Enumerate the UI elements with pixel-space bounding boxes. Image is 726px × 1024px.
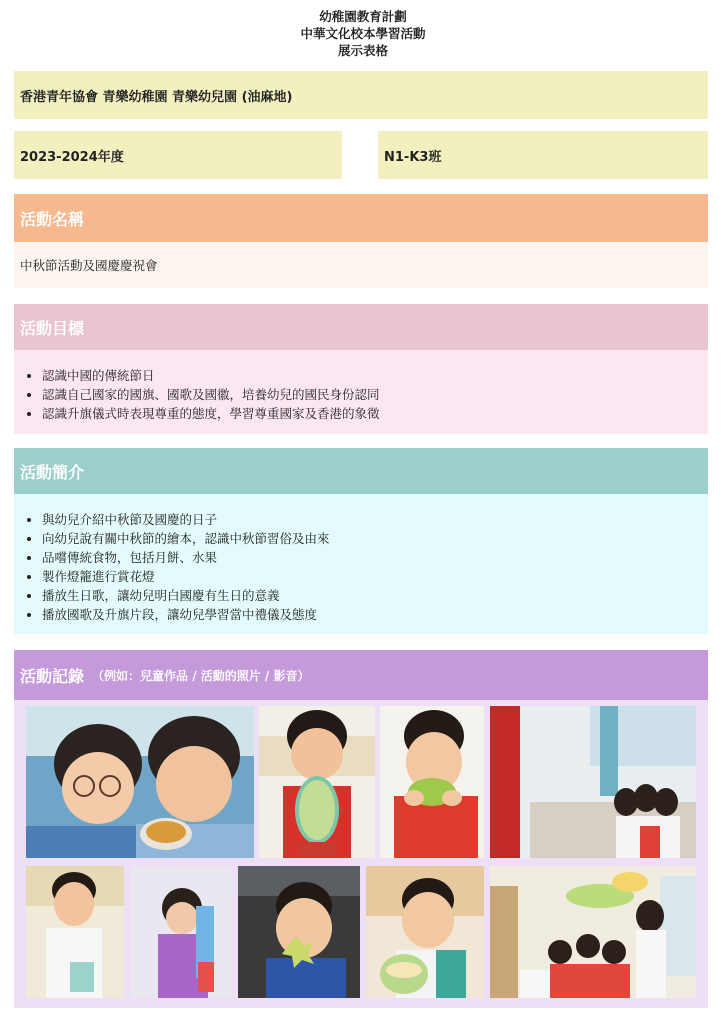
list-item: • 向幼兒說有關中秋節的繪本，認識中秋節習俗及由來 [42, 529, 708, 548]
photo-classroom-flag [490, 706, 696, 858]
photo-child-lantern-2 [130, 866, 232, 998]
school-name: 香港青年協會 青樂幼稚園 青樂幼兒園 (油麻地) [20, 89, 293, 105]
list-item: • 製作燈籠進行賞花燈 [42, 567, 708, 586]
summary-list [14, 494, 708, 624]
records-heading [14, 650, 708, 700]
objectives-body [14, 350, 708, 434]
list-item: • 認識升旗儀式時表現尊重的態度，學習尊重國家及香港的象徵 [42, 404, 708, 423]
school-year: 2023-2024年度 [20, 149, 124, 165]
summary-heading [14, 448, 708, 494]
header-line-2: 中華文化校本學習活動 [300, 26, 426, 41]
photo-child-craft [26, 866, 124, 998]
header-line-3: 展示表格 [337, 43, 388, 58]
records-subheading: （例如：兒童作品 / 活動的照片 / 影音） [92, 668, 310, 683]
activity-name-body [14, 242, 708, 288]
photo-child-fruit [380, 706, 484, 858]
activity-name-heading [14, 194, 708, 242]
photo-child-lantern [259, 706, 375, 858]
school-year-field [14, 131, 342, 179]
list-item: • 與幼兒介紹中秋節及國慶的日子 [42, 510, 708, 529]
document-header [0, 8, 726, 59]
list-item: • 認識自己國家的國旗、國歌及國徽，培養幼兒的國民身份認同 [42, 385, 708, 404]
photo-child-starfruit [238, 866, 360, 998]
classes: N1-K3班 [384, 149, 442, 165]
summary-body [14, 494, 708, 634]
photo-children-mooncake [26, 706, 254, 858]
list-item: • 品嚐傳統食物，包括月餅、水果 [42, 548, 708, 567]
list-item: • 播放國歌及升旗片段，讓幼兒學習當中禮儀及態度 [42, 605, 708, 624]
activity-name-value: 中秋節活動及國慶慶祝會 [20, 258, 158, 273]
objectives-list [14, 350, 708, 423]
records-heading-text: 活動記錄 [20, 666, 85, 686]
header-line-1: 幼稚園教育計劃 [319, 9, 407, 24]
activity-name-heading-text: 活動名稱 [20, 209, 85, 229]
objectives-heading [14, 304, 708, 350]
photo-child-pomelo [366, 866, 484, 998]
list-item: • 播放生日歌，讓幼兒明白國慶有生日的意義 [42, 586, 708, 605]
list-item: • 認識中國的傳統節日 [42, 366, 708, 385]
school-name-field [14, 71, 708, 119]
classes-field [378, 131, 708, 179]
objectives-heading-text: 活動目標 [20, 318, 85, 338]
summary-heading-text: 活動簡介 [20, 462, 85, 482]
photo-group-lanterns [490, 866, 696, 998]
